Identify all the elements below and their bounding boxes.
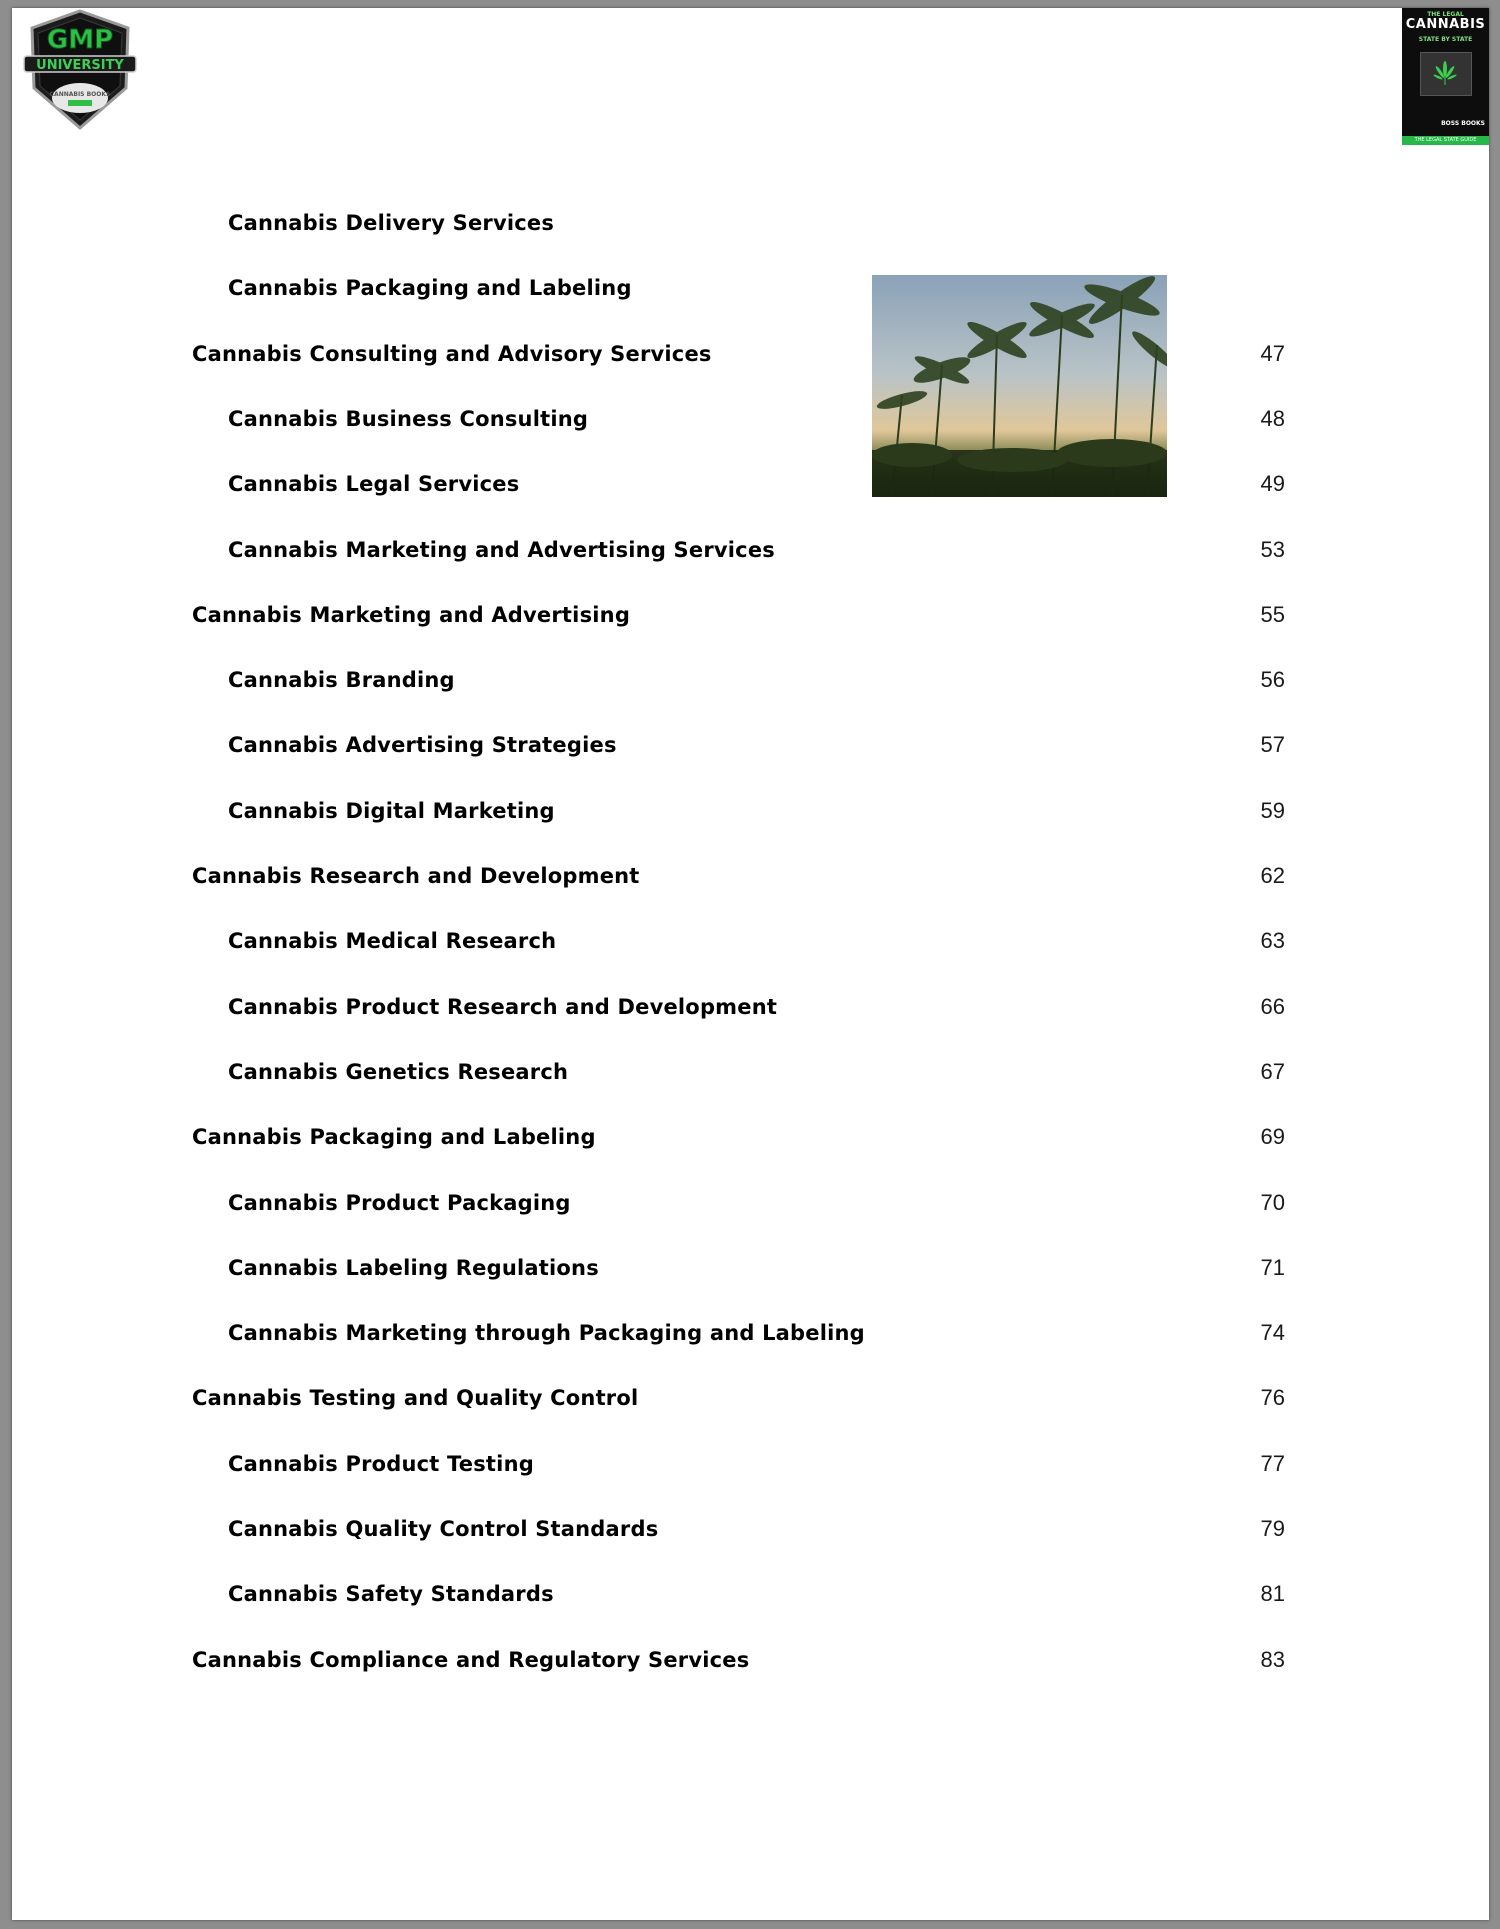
document-page <box>12 8 1489 1920</box>
toc-entry-page-number: 76 <box>1260 1385 1285 1410</box>
toc-entry[interactable] <box>12 1248 1489 1288</box>
toc-entry-page-number: 77 <box>1260 1451 1285 1476</box>
svg-text:CANNABIS BOOKS: CANNABIS BOOKS <box>49 91 111 98</box>
toc-entry-title: Cannabis Packaging and Labeling <box>228 276 632 300</box>
toc-entry[interactable] <box>12 595 1489 635</box>
toc-entry-page-number: 57 <box>1260 732 1285 757</box>
toc-entry-title: Cannabis Marketing and Advertising <box>192 603 631 627</box>
toc-entry-title: Cannabis Product Research and Development <box>228 995 778 1019</box>
toc-entry-page-number: 83 <box>1260 1647 1285 1672</box>
toc-entry-title: Cannabis Research and Development <box>192 864 640 888</box>
toc-entry-title: Cannabis Business Consulting <box>228 407 589 431</box>
svg-text:GMP: GMP <box>46 25 114 55</box>
toc-entry-page-number: 67 <box>1260 1059 1285 1084</box>
toc-entry[interactable] <box>12 1509 1489 1549</box>
toc-entry-title: Cannabis Compliance and Regulatory Services <box>192 1648 750 1672</box>
toc-entry[interactable] <box>12 1378 1489 1418</box>
toc-entry-title: Cannabis Testing and Quality Control <box>192 1386 639 1410</box>
toc-entry-title: Cannabis Digital Marketing <box>228 799 555 823</box>
toc-entry-title: Cannabis Marketing and Advertising Services <box>228 538 775 562</box>
toc-entry-title: Cannabis Genetics Research <box>228 1060 569 1084</box>
toc-entry[interactable] <box>12 1183 1489 1223</box>
toc-entry-title: Cannabis Delivery Services <box>228 211 555 235</box>
toc-entry[interactable] <box>12 1117 1489 1157</box>
toc-entry-title: Cannabis Branding <box>228 668 455 692</box>
toc-entry-page-number: 69 <box>1260 1124 1285 1149</box>
toc-entry[interactable] <box>12 987 1489 1027</box>
toc-entry[interactable] <box>12 725 1489 765</box>
toc-entry[interactable] <box>12 1444 1489 1484</box>
toc-entry-title: Cannabis Product Packaging <box>228 1191 571 1215</box>
toc-entry-page-number: 56 <box>1260 667 1285 692</box>
toc-entry-page-number: 74 <box>1260 1320 1285 1345</box>
toc-entry-page-number: 70 <box>1260 1190 1285 1215</box>
toc-entry-title: Cannabis Labeling Regulations <box>228 1256 599 1280</box>
cover-footer-bar: THE LEGAL STATE GUIDE <box>1402 136 1489 145</box>
book-cover-thumbnail <box>1402 8 1489 145</box>
toc-entry[interactable] <box>12 856 1489 896</box>
toc-entry-page-number: 53 <box>1260 537 1285 562</box>
toc-entry-page-number: 81 <box>1260 1581 1285 1606</box>
toc-entry[interactable] <box>12 268 1489 308</box>
toc-entry-page-number: 48 <box>1260 406 1285 431</box>
toc-entry-page-number: 55 <box>1260 602 1285 627</box>
toc-entry-title: Cannabis Quality Control Standards <box>228 1517 659 1541</box>
svg-text:UNIVERSITY: UNIVERSITY <box>36 58 124 73</box>
gmp-university-logo <box>18 8 143 133</box>
toc-entry[interactable] <box>12 1574 1489 1614</box>
toc-entry-page-number: 49 <box>1260 471 1285 496</box>
toc-entry-title: Cannabis Advertising Strategies <box>228 733 617 757</box>
toc-entry-page-number: 59 <box>1260 798 1285 823</box>
toc-entry[interactable] <box>12 660 1489 700</box>
toc-entry-title: Cannabis Legal Services <box>228 472 520 496</box>
toc-entry[interactable] <box>12 464 1489 504</box>
toc-entry[interactable] <box>12 1313 1489 1353</box>
toc-entry-title: Cannabis Consulting and Advisory Services <box>192 342 712 366</box>
toc-entry-title: Cannabis Product Testing <box>228 1452 534 1476</box>
toc-entry[interactable] <box>12 399 1489 439</box>
toc-entry[interactable] <box>12 921 1489 961</box>
toc-entry-title: Cannabis Marketing through Packaging and Labeling <box>228 1321 865 1345</box>
toc-entry[interactable] <box>12 791 1489 831</box>
toc-entry-page-number: 62 <box>1260 863 1285 888</box>
cover-title: CANNABIS <box>1405 17 1486 32</box>
toc-entry[interactable] <box>12 1640 1489 1680</box>
cannabis-leaf-icon <box>1432 60 1458 86</box>
toc-entry-page-number: 71 <box>1260 1255 1285 1280</box>
toc-entry-page-number: 79 <box>1260 1516 1285 1541</box>
toc-entry[interactable] <box>12 530 1489 570</box>
toc-entry-title: Cannabis Medical Research <box>228 929 557 953</box>
toc-entry-page-number: 63 <box>1260 928 1285 953</box>
toc-entry-page-number: 66 <box>1260 994 1285 1019</box>
cover-subtitle: STATE BY STATE <box>1418 36 1473 43</box>
toc-entry-title: Cannabis Safety Standards <box>228 1582 554 1606</box>
cover-publisher: BOSS BOOKS <box>1441 120 1485 127</box>
toc-entry[interactable] <box>12 203 1489 243</box>
cover-kicker: THE LEGAL <box>1427 11 1464 18</box>
toc-entry-page-number: 47 <box>1260 341 1285 366</box>
toc-entry-title: Cannabis Packaging and Labeling <box>192 1125 596 1149</box>
toc-entry[interactable] <box>12 334 1489 374</box>
toc-entry[interactable] <box>12 1052 1489 1092</box>
